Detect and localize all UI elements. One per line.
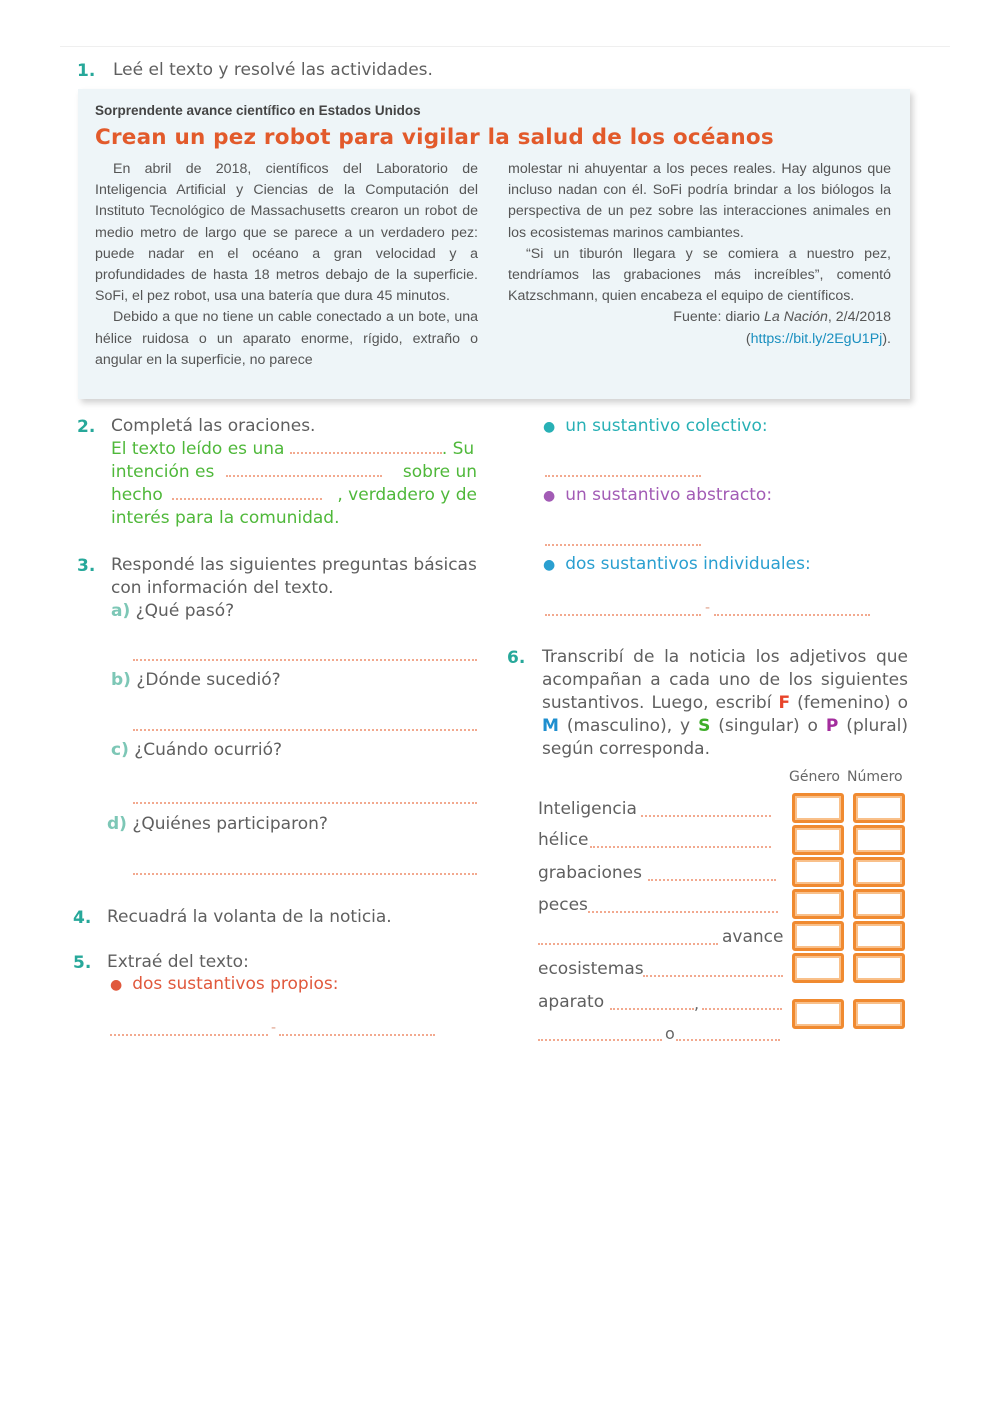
q2-text: sobre un	[402, 462, 477, 482]
source-link[interactable]: https://bit.ly/2EgU1Pj	[750, 330, 883, 347]
letter-s: S	[698, 716, 711, 736]
q3c-question: ¿Cuándo ocurrió?	[134, 740, 283, 760]
article-headline: Crean un pez robot para vigilar la salud de los océanos	[95, 125, 774, 150]
q6-instruction-line: según corresponda.	[542, 739, 711, 759]
q6-text: sustantivos. Luego, escribí	[542, 693, 779, 713]
q5-bullet-individual	[543, 554, 811, 574]
q6-number: 6.	[507, 648, 526, 668]
genero-box[interactable]	[792, 999, 844, 1029]
or-word: o	[665, 1024, 675, 1043]
q6-instruction-line: Transcribí de la noticia los adjetivos que	[542, 647, 908, 667]
article-column-2	[508, 159, 891, 350]
bullet-label: dos sustantivos individuales:	[565, 554, 811, 574]
bullet-label: un sustantivo colectivo:	[565, 416, 768, 436]
answer-line[interactable]	[714, 614, 870, 616]
genero-box[interactable]	[792, 857, 844, 887]
letter-f: F	[778, 693, 791, 713]
q3c-letter: c)	[111, 740, 129, 760]
bullet-dot-icon: ●	[543, 488, 556, 504]
q5-bullet-proper-nouns	[110, 974, 338, 994]
q3b-question: ¿Dónde sucedió?	[136, 670, 281, 690]
q5-bullet-collective	[543, 416, 768, 436]
q3-instruction-2: con información del texto.	[111, 578, 334, 598]
article-paragraph: molestar ni ahuyentar a los peces reales. Hay algunos que incluso nadan con él. SoFi podría brindar a los biólogos la perspectiva de un pez sobre las interacciones animales en los ecosistemas marinos cambiantes.	[508, 161, 891, 241]
numero-box[interactable]	[853, 857, 905, 887]
q1-instruction: Leé el texto y resolvé las actividades.	[113, 60, 433, 80]
row-label: grabaciones	[538, 863, 642, 883]
q2-text: intención es	[111, 462, 215, 482]
q2-sentence-line-2	[111, 461, 477, 484]
q3b-letter: b)	[111, 670, 131, 690]
news-article	[78, 89, 910, 399]
numero-box[interactable]	[853, 953, 905, 983]
q2-instruction: Completá las oraciones.	[111, 416, 316, 436]
answer-line[interactable]	[676, 1039, 780, 1041]
q3a	[111, 600, 234, 623]
source-date: , 2/4/2018	[827, 309, 891, 326]
answer-line-a[interactable]	[133, 659, 477, 661]
q6-instruction-line	[542, 715, 908, 738]
source-paren: (	[745, 330, 751, 347]
genero-box[interactable]	[792, 825, 844, 855]
article-paragraph: “Si un tiburón llegara y se comiera a nuestro pez, tendríamos las grabaciones más increíbles”, comentó Katzschmann, quien encabeza el equipo de científicos.	[508, 245, 891, 305]
top-rule	[60, 46, 950, 47]
q3d	[107, 813, 328, 836]
q3c	[111, 739, 282, 762]
q2-sentence-line-1	[111, 438, 477, 461]
genero-box[interactable]	[792, 921, 844, 951]
q6-text: (singular) o	[710, 716, 826, 736]
q1-number: 1.	[77, 61, 96, 81]
letter-p: P	[825, 716, 839, 736]
q6-text: (plural)	[838, 716, 908, 736]
bullet-dot-icon: ●	[543, 557, 556, 573]
article-paragraph: En abril de 2018, científicos del Laboratorio de Inteligencia Artificial y Ciencias de la Computación del Instituto Tecnológico de Massachusetts crearon un robot de medio metro de largo que se parece a un verdadero pez: puede nadar en el océano a gran velocidad y a profundidades de hasta 18 metros debajo de la superficie. SoFi, el pez robot, usa una batería que dura 45 minutos.	[95, 161, 478, 305]
numero-box[interactable]	[853, 825, 905, 855]
genero-box[interactable]	[792, 793, 844, 823]
bullet-label: un sustantivo abstracto:	[565, 485, 773, 505]
row-label: aparato	[538, 992, 605, 1012]
answer-line-c[interactable]	[133, 802, 477, 804]
column-header-numero: Número	[847, 769, 903, 785]
answer-line[interactable]	[641, 815, 771, 817]
answer-line[interactable]	[702, 1008, 782, 1010]
q3d-letter: d)	[107, 814, 127, 834]
q5-instruction: Extraé del texto:	[107, 952, 249, 972]
bullet-label: dos sustantivos propios:	[132, 974, 339, 994]
letter-m: M	[542, 716, 559, 736]
q3d-question: ¿Quiénes participaron?	[132, 814, 328, 834]
row-label: hélice	[538, 830, 589, 850]
q3-number: 3.	[77, 556, 96, 576]
q2-text: hecho	[111, 485, 163, 505]
source-prefix: Fuente: diario	[673, 309, 764, 326]
column-header-genero: Género	[789, 769, 840, 785]
article-column-1	[95, 159, 478, 371]
q2-number: 2.	[77, 417, 96, 437]
blank-field[interactable]	[226, 474, 382, 477]
article-kicker: Sorprendente avance científico en Estados Unidos	[95, 103, 421, 118]
q3-instruction: Respondé las siguientes preguntas básicas	[111, 555, 477, 575]
blank-field[interactable]	[172, 497, 322, 500]
numero-box[interactable]	[853, 793, 905, 823]
bullet-dot-icon: ●	[110, 977, 123, 993]
answer-line[interactable]	[545, 614, 701, 616]
q3a-letter: a)	[111, 601, 131, 621]
answer-line[interactable]	[643, 975, 783, 977]
answer-line[interactable]	[588, 911, 778, 913]
row-label: ecosistemas	[538, 959, 644, 979]
answer-line-b[interactable]	[133, 729, 477, 731]
article-paragraph: Debido a que no tiene un cable conectado a un bote, una hélice ruidosa o un aparato enorme, rígido, extraño o angular en la superficie, no parece	[95, 309, 478, 368]
q2-text: . Su	[441, 439, 475, 459]
q2-text: , verdadero y de	[337, 485, 477, 505]
q6-instruction-line: acompañan a cada uno de los siguientes	[542, 670, 908, 690]
answer-line[interactable]	[590, 846, 771, 848]
answer-line-d[interactable]	[133, 873, 477, 875]
q2-sentence-line-3	[111, 484, 477, 507]
source-paren: ).	[882, 330, 891, 347]
separator: -	[705, 600, 711, 616]
q4-instruction: Recuadrá la volanta de la noticia.	[107, 907, 392, 927]
source-paper: La Nación	[763, 309, 828, 326]
answer-line[interactable]	[545, 544, 701, 546]
answer-line[interactable]	[545, 475, 701, 477]
numero-box[interactable]	[853, 921, 905, 951]
q6-text: (masculino), y	[558, 716, 699, 736]
q6-instruction-line	[542, 692, 908, 715]
comma: ,	[694, 994, 700, 1013]
q3a-question: ¿Qué pasó?	[135, 601, 235, 621]
q5-number: 5.	[73, 953, 92, 973]
q3b	[111, 669, 281, 692]
row-label: avance	[722, 927, 784, 947]
answer-line[interactable]	[610, 1008, 694, 1010]
q5-bullet-abstract	[543, 485, 772, 505]
q2-sentence-line-4: interés para la comunidad.	[111, 508, 340, 528]
answer-line[interactable]	[279, 1034, 435, 1036]
genero-box[interactable]	[792, 953, 844, 983]
answer-line[interactable]	[538, 1039, 662, 1041]
row-label: Inteligencia	[538, 799, 637, 819]
separator: -	[271, 1020, 277, 1036]
answer-line[interactable]	[538, 943, 718, 945]
row-label: peces	[538, 895, 588, 915]
numero-box[interactable]	[853, 889, 905, 919]
bullet-dot-icon: ●	[543, 419, 556, 435]
q6-text: (femenino) o	[790, 693, 908, 713]
answer-line[interactable]	[648, 879, 776, 881]
q4-number: 4.	[73, 908, 92, 928]
answer-line[interactable]	[110, 1034, 268, 1036]
blank-field[interactable]	[290, 451, 442, 454]
q2-text: El texto leído es una	[111, 439, 285, 459]
genero-box[interactable]	[792, 889, 844, 919]
numero-box[interactable]	[853, 999, 905, 1029]
article-source	[508, 307, 891, 349]
